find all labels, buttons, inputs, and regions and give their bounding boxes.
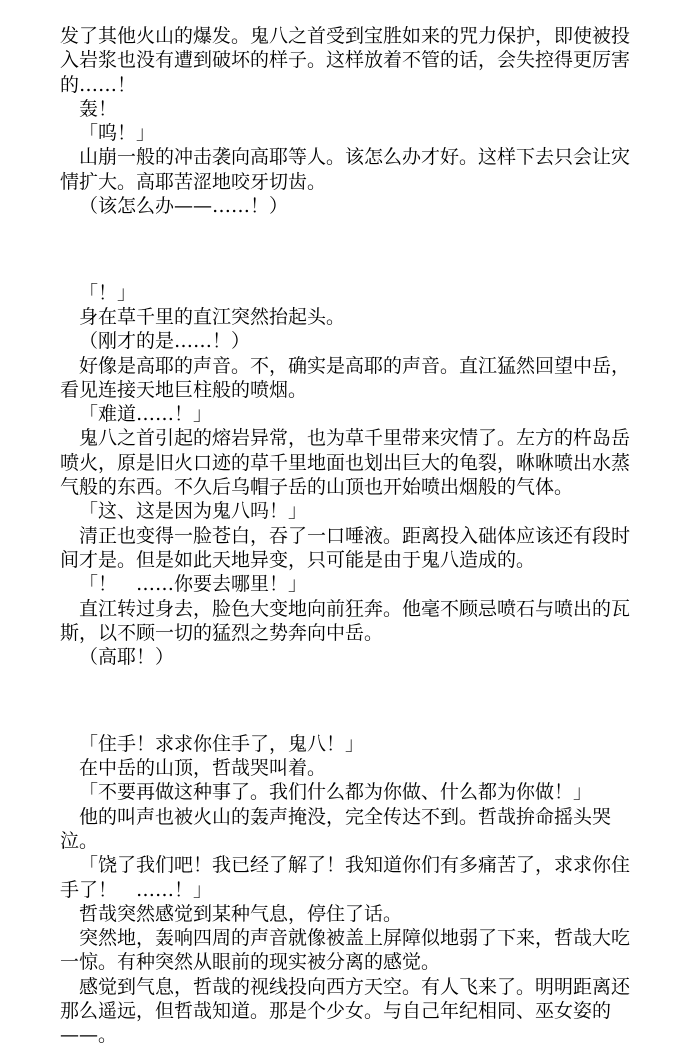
text-body <box>60 24 638 1048</box>
paragraph: 清正也变得一脸苍白，吞了一口唾液。距离投入础体应该还有段时间才是。但是如此天地异变，只可能是由于鬼八造成的。 <box>60 524 631 571</box>
scene-break <box>60 688 638 712</box>
paragraph: 身在草千里的直江突然抬起头。 <box>79 305 346 328</box>
paragraph: 「难道……！」 <box>79 403 213 426</box>
paragraph: 鬼八之首引起的熔岩异常，也为草千里带来灾情了。左方的杵岛岳喷火，原是旧火口迹的草千里地面也划出巨大的龟裂，咻咻喷出水蒸气般的东西。不久后乌帽子岳的山顶也开始喷出烟般的气体。 <box>60 427 631 499</box>
paragraph: 哲哉突然感觉到某种气息，停住了话。 <box>79 902 403 925</box>
paragraph: 山崩一般的冲击袭向高耶等人。该怎么办才好。这样下去只会让灾情扩大。高耶苦涩地咬牙切齿。 <box>60 146 631 193</box>
paragraph: （高耶！） <box>79 646 175 669</box>
paragraph: 感觉到气息，哲哉的视线投向西方天空。有人飞来了。明明距离还那么遥远，但哲哉知道。那是个少女。与自己年纪相同、巫女姿的——。 <box>60 975 631 1047</box>
paragraph: （该怎么办——……！） <box>79 195 289 218</box>
paragraph: 「这、这是因为鬼八吗！」 <box>79 500 308 523</box>
paragraph: 他的叫声也被火山的轰声掩没，完全传达不到。哲哉拚命摇头哭泣。 <box>60 805 612 852</box>
paragraph: 「！ ……你要去哪里！」 <box>79 573 308 596</box>
paragraph: 「呜！」 <box>79 122 156 145</box>
paragraph: 轰！ <box>79 97 118 120</box>
paragraph: （刚才的是……！） <box>79 330 251 353</box>
scene-break <box>60 237 638 261</box>
paragraph: 「住手！求求你住手了，鬼八！」 <box>79 732 365 755</box>
paragraph: 「饶了我们吧！我已经了解了！我知道你们有多痛苦了，求求你住手了！ ……！」 <box>60 854 631 901</box>
paragraph: 「不要再做这种事了。我们什么都为你做、什么都为你做！」 <box>79 781 593 804</box>
paragraph: 突然地，轰响四周的声音就像被盖上屏障似地弱了下来，哲哉大吃一惊。有种突然从眼前的现实被分离的感觉。 <box>60 927 631 974</box>
paragraph: 直江转过身去，脸色大变地向前狂奔。他毫不顾忌喷石与喷出的瓦斯，以不顾一切的猛烈之势奔向中岳。 <box>60 597 631 644</box>
paragraph: 好像是高耶的声音。不，确实是高耶的声音。直江猛然回望中岳，看见连接天地巨柱般的喷烟。 <box>60 354 631 401</box>
paragraph: 「！」 <box>79 281 137 304</box>
paragraph: 在中岳的山顶，哲哉哭叫着。 <box>79 757 327 780</box>
paragraph: 发了其他火山的爆发。鬼八之首受到宝胜如来的咒力保护，即使被投入岩浆也没有遭到破坏的样子。这样放着不管的话，会失控得更厉害的……！ <box>60 25 631 96</box>
